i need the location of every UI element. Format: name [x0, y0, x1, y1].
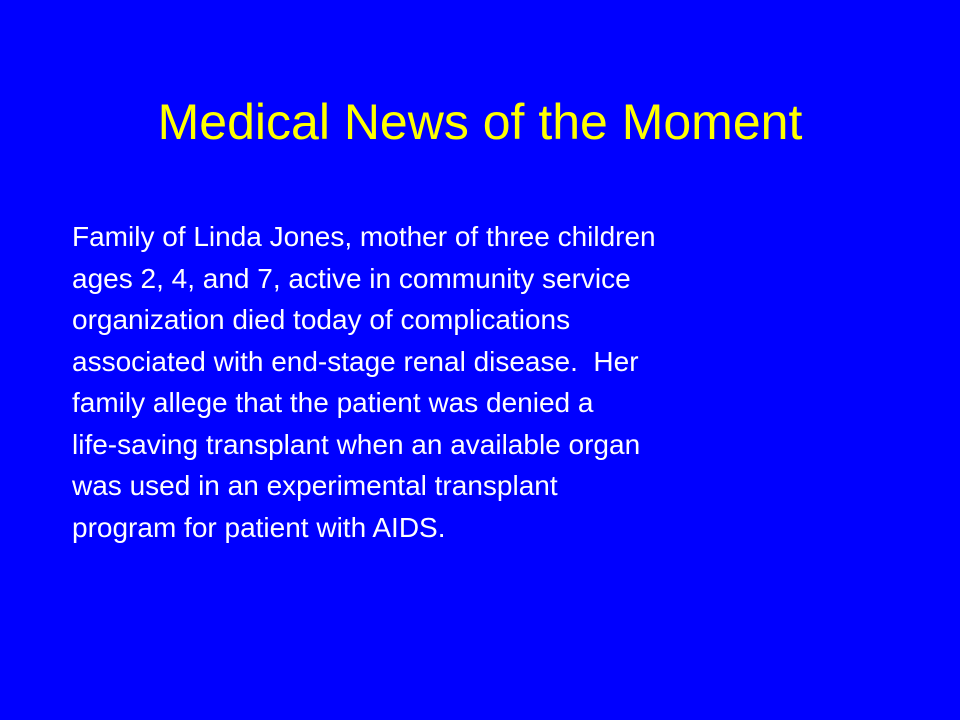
body-line: organization died today of complications [72, 304, 571, 335]
body-paragraph [72, 216, 892, 548]
slide-title: Medical News of the Moment [157, 94, 803, 150]
body-line: ages 2, 4, and 7, active in community service [72, 262, 631, 294]
body-line: associated with end-stage renal disease. Her [72, 345, 639, 377]
body-line: was used in an experimental transplant [72, 470, 558, 501]
body-line: life-saving transplant when an available organ [72, 428, 641, 460]
body-line: Family of Linda Jones, mother of three children [72, 221, 656, 252]
body-line: program for patient with AIDS. [72, 511, 446, 543]
slide-body [72, 216, 892, 548]
body-line: family allege that the patient was denied a [72, 387, 594, 418]
